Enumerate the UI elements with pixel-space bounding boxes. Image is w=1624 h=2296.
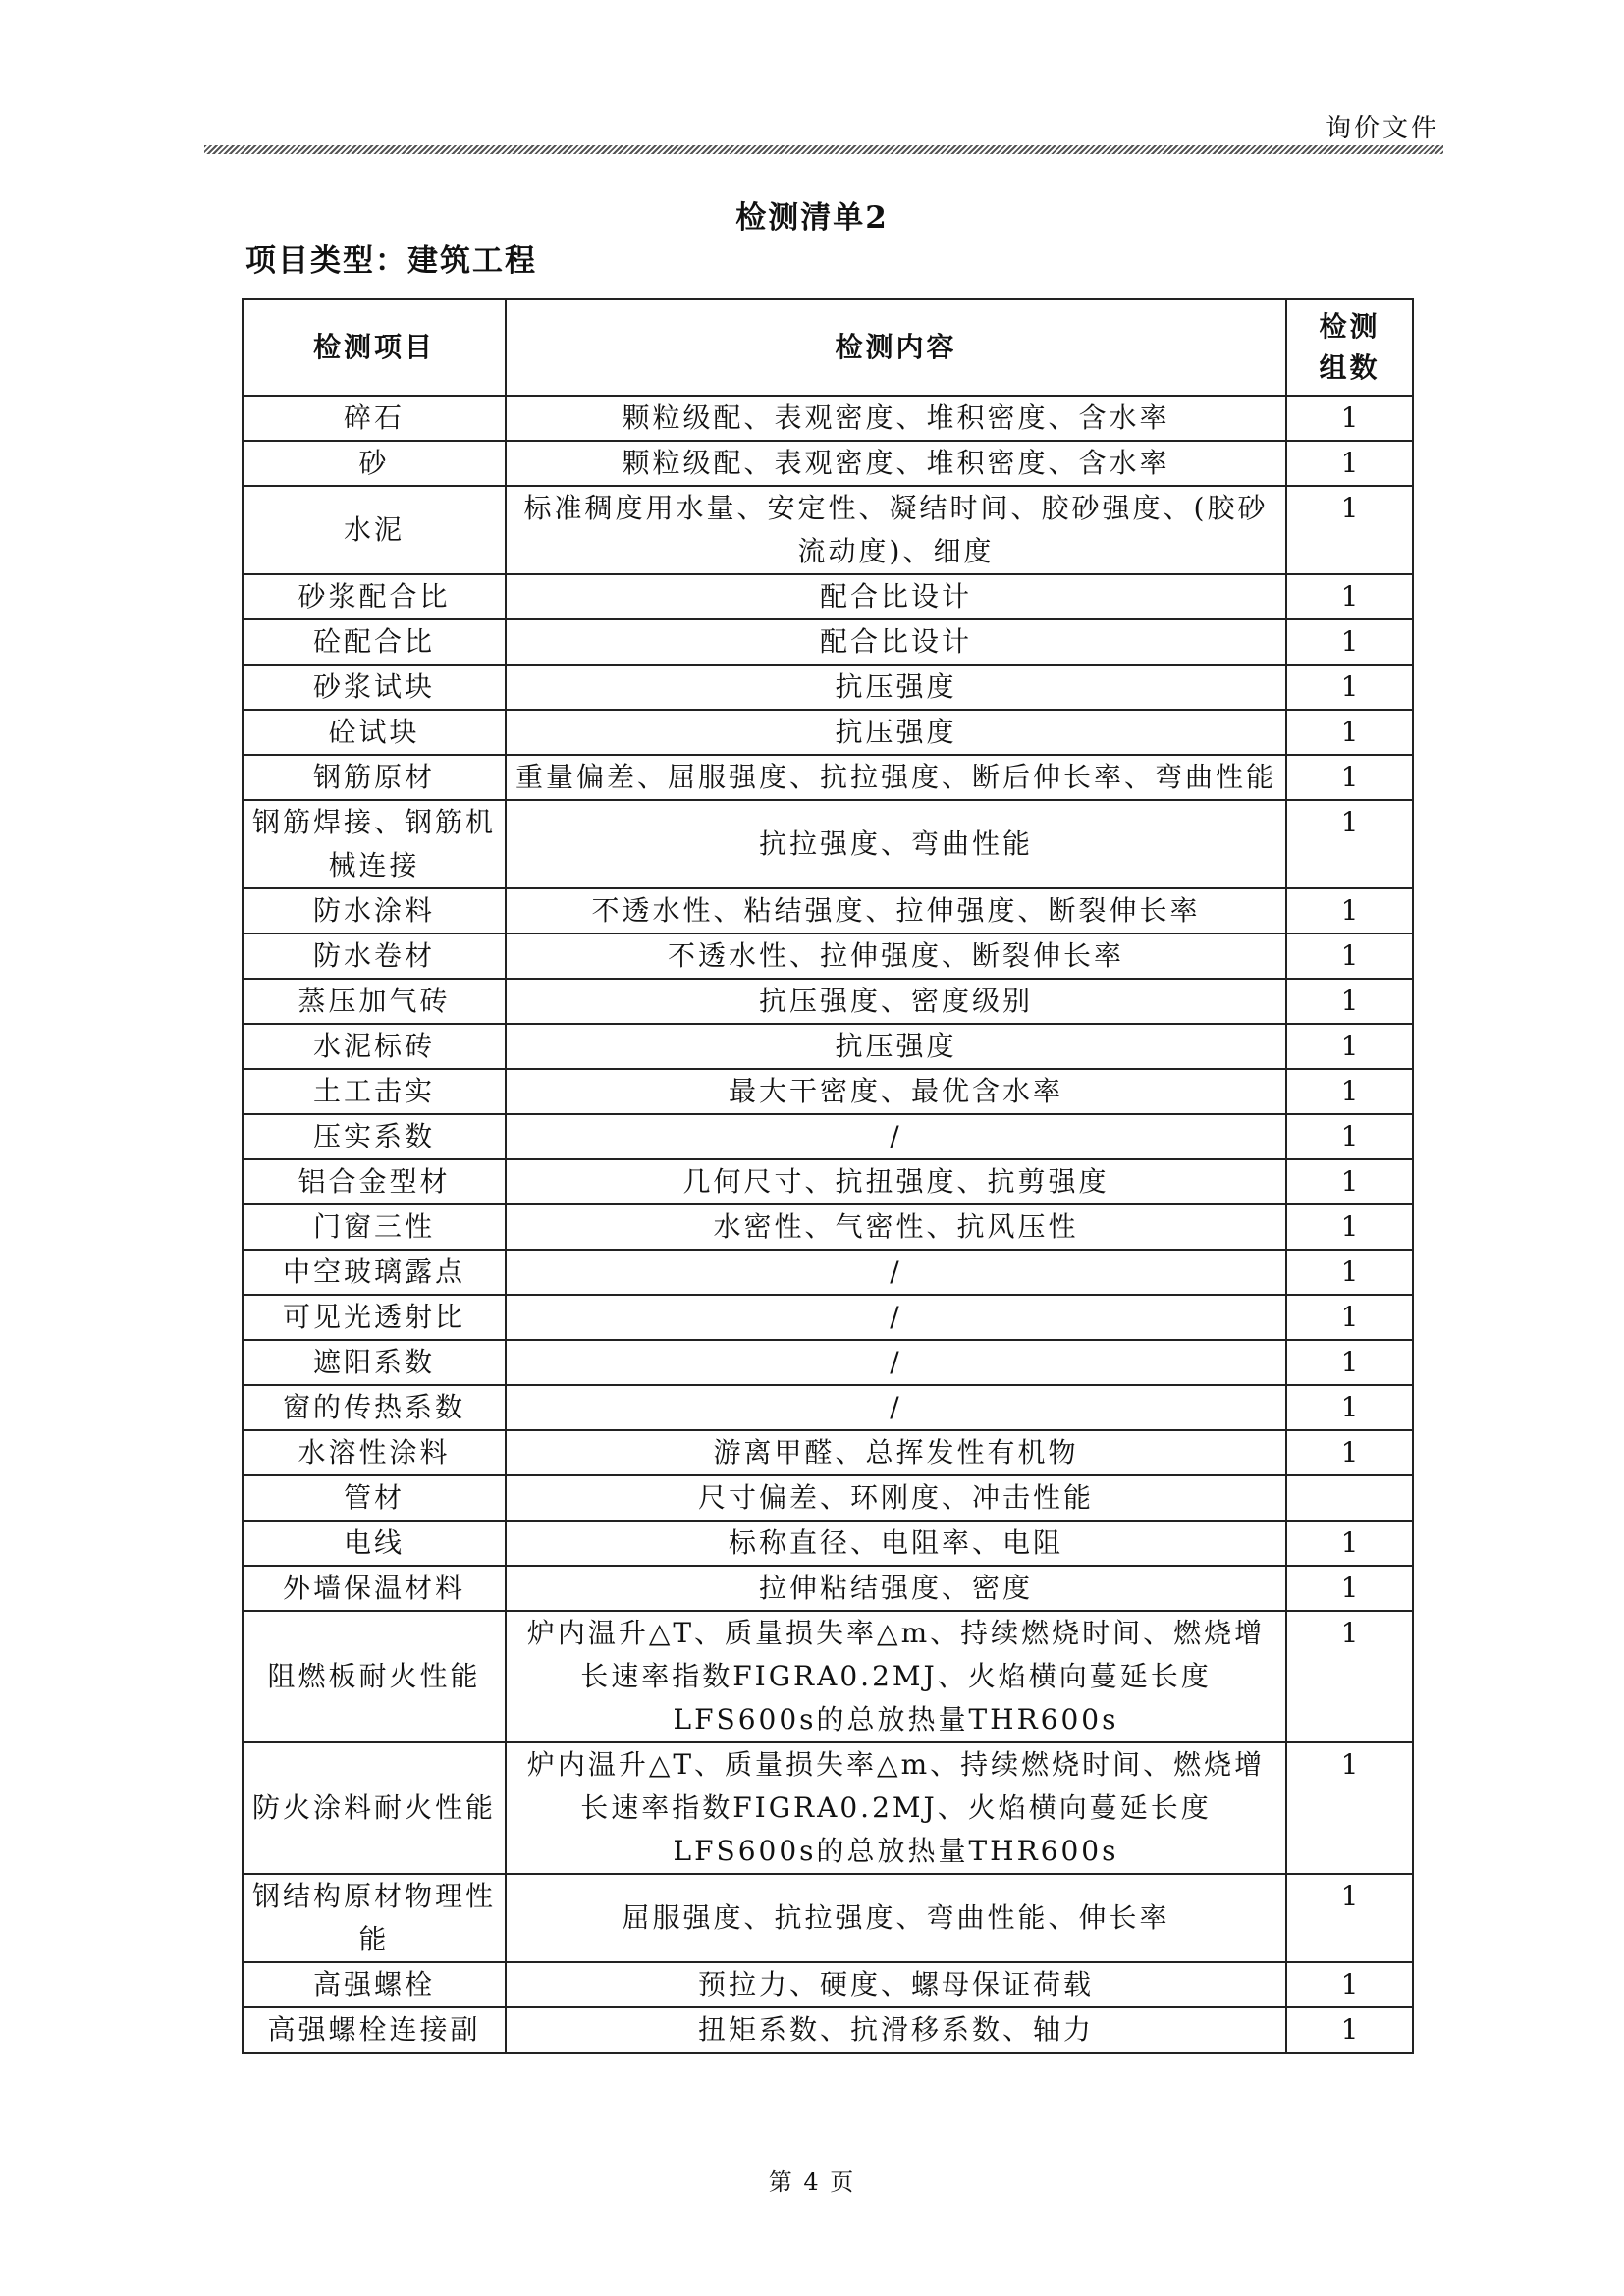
- cell-count: 1: [1286, 574, 1413, 619]
- cell-count: 1: [1286, 888, 1413, 934]
- cell-item: 土工击实: [243, 1069, 506, 1114]
- cell-content: 最大干密度、最优含水率: [506, 1069, 1286, 1114]
- project-type-label: 项目类型：建筑工程: [245, 243, 537, 279]
- table-row: [243, 1566, 1413, 1611]
- table-row: [243, 1475, 1413, 1521]
- cell-count: 1: [1286, 1742, 1413, 1874]
- table-row: [243, 1340, 1413, 1385]
- table-row: [243, 665, 1413, 710]
- document-header-label: 询价文件: [1325, 114, 1439, 143]
- cell-count: 1: [1286, 1962, 1413, 2007]
- cell-count: 1: [1286, 441, 1413, 486]
- cell-count: 1: [1286, 1114, 1413, 1159]
- table-row: [243, 800, 1413, 888]
- table-body: [243, 396, 1413, 2053]
- cell-count: 1: [1286, 1159, 1413, 1204]
- cell-item: 遮阳系数: [243, 1340, 506, 1385]
- cell-content: 不透水性、粘结强度、拉伸强度、断裂伸长率: [506, 888, 1286, 934]
- table-row: [243, 755, 1413, 800]
- cell-item: 水泥: [243, 486, 506, 574]
- cell-content: 游离甲醛、总挥发性有机物: [506, 1430, 1286, 1475]
- cell-item: 水溶性涂料: [243, 1430, 506, 1475]
- cell-content: 抗拉强度、弯曲性能: [506, 800, 1286, 888]
- cell-content: 炉内温升△T、质量损失率△m、持续燃烧时间、燃烧增长速率指数FIGRA0.2MJ、火焰横向蔓延长度LFS600s的总放热量THR600s: [506, 1742, 1286, 1874]
- table-row: [243, 979, 1413, 1024]
- cell-content: 抗压强度: [506, 665, 1286, 710]
- column-header-count: 检测组数: [1286, 299, 1413, 396]
- cell-content: 抗压强度: [506, 1024, 1286, 1069]
- cell-content: 预拉力、硬度、螺母保证荷载: [506, 1962, 1286, 2007]
- column-header-content: 检测内容: [506, 299, 1286, 396]
- column-header-item: 检测项目: [243, 299, 506, 396]
- cell-count: 1: [1286, 1521, 1413, 1566]
- table-row: [243, 1114, 1413, 1159]
- table-row: [243, 1250, 1413, 1295]
- cell-content: /: [506, 1114, 1286, 1159]
- cell-count: 1: [1286, 1069, 1413, 1114]
- page-number: 第 4 页: [768, 2168, 856, 2196]
- table-row: [243, 1024, 1413, 1069]
- table-row: [243, 1611, 1413, 1742]
- table-row: [243, 1874, 1413, 1962]
- cell-count: 1: [1286, 1024, 1413, 1069]
- cell-count: 1: [1286, 1204, 1413, 1250]
- cell-content: 扭矩系数、抗滑移系数、轴力: [506, 2007, 1286, 2053]
- table-header-row: [243, 299, 1413, 396]
- cell-content: 拉伸粘结强度、密度: [506, 1566, 1286, 1611]
- cell-item: 砂: [243, 441, 506, 486]
- table-row: [243, 1385, 1413, 1430]
- table-row: [243, 934, 1413, 979]
- cell-item: 防水涂料: [243, 888, 506, 934]
- cell-count: 1: [1286, 934, 1413, 979]
- table-row: [243, 619, 1413, 665]
- cell-content: 配合比设计: [506, 574, 1286, 619]
- cell-item: 钢筋原材: [243, 755, 506, 800]
- cell-count: 1: [1286, 619, 1413, 665]
- cell-content: /: [506, 1340, 1286, 1385]
- cell-content: /: [506, 1295, 1286, 1340]
- table-row: [243, 396, 1413, 441]
- table-row: [243, 1962, 1413, 2007]
- table-row: [243, 1521, 1413, 1566]
- cell-item: 管材: [243, 1475, 506, 1521]
- cell-content: 不透水性、拉伸强度、断裂伸长率: [506, 934, 1286, 979]
- cell-content: 尺寸偏差、环刚度、冲击性能: [506, 1475, 1286, 1521]
- cell-count: 1: [1286, 665, 1413, 710]
- table-row: [243, 888, 1413, 934]
- header-divider: [204, 145, 1443, 154]
- cell-item: 窗的传热系数: [243, 1385, 506, 1430]
- cell-count: [1286, 1475, 1413, 1521]
- cell-item: 中空玻璃露点: [243, 1250, 506, 1295]
- cell-item: 外墙保温材料: [243, 1566, 506, 1611]
- cell-content: 抗压强度、密度级别: [506, 979, 1286, 1024]
- table-row: [243, 441, 1413, 486]
- cell-content: 配合比设计: [506, 619, 1286, 665]
- cell-item: 砼试块: [243, 710, 506, 755]
- cell-content: 水密性、气密性、抗风压性: [506, 1204, 1286, 1250]
- cell-count: 1: [1286, 1430, 1413, 1475]
- cell-content: 几何尺寸、抗扭强度、抗剪强度: [506, 1159, 1286, 1204]
- cell-item: 砂浆配合比: [243, 574, 506, 619]
- table-row: [243, 710, 1413, 755]
- cell-item: 蒸压加气砖: [243, 979, 506, 1024]
- cell-item: 高强螺栓: [243, 1962, 506, 2007]
- table-row: [243, 1430, 1413, 1475]
- cell-item: 砼配合比: [243, 619, 506, 665]
- table-row: [243, 1159, 1413, 1204]
- cell-count: 1: [1286, 2007, 1413, 2053]
- cell-content: /: [506, 1250, 1286, 1295]
- cell-content: 颗粒级配、表观密度、堆积密度、含水率: [506, 396, 1286, 441]
- table-row: [243, 574, 1413, 619]
- cell-item: 碎石: [243, 396, 506, 441]
- cell-count: 1: [1286, 755, 1413, 800]
- cell-count: 1: [1286, 486, 1413, 574]
- cell-item: 钢结构原材物理性能: [243, 1874, 506, 1962]
- cell-item: 阻燃板耐火性能: [243, 1611, 506, 1742]
- cell-item: 高强螺栓连接副: [243, 2007, 506, 2053]
- cell-count: 1: [1286, 396, 1413, 441]
- table-row: [243, 1069, 1413, 1114]
- cell-item: 门窗三性: [243, 1204, 506, 1250]
- cell-count: 1: [1286, 1385, 1413, 1430]
- cell-count: 1: [1286, 1566, 1413, 1611]
- cell-count: 1: [1286, 1250, 1413, 1295]
- cell-count: 1: [1286, 710, 1413, 755]
- cell-item: 可见光透射比: [243, 1295, 506, 1340]
- table-row: [243, 2007, 1413, 2053]
- cell-content: 颗粒级配、表观密度、堆积密度、含水率: [506, 441, 1286, 486]
- table-row: [243, 1742, 1413, 1874]
- cell-count: 1: [1286, 1295, 1413, 1340]
- cell-item: 压实系数: [243, 1114, 506, 1159]
- cell-item: 砂浆试块: [243, 665, 506, 710]
- cell-item: 铝合金型材: [243, 1159, 506, 1204]
- cell-count: 1: [1286, 1340, 1413, 1385]
- cell-count: 1: [1286, 979, 1413, 1024]
- cell-content: 抗压强度: [506, 710, 1286, 755]
- cell-item: 防火涂料耐火性能: [243, 1742, 506, 1874]
- cell-item: 水泥标砖: [243, 1024, 506, 1069]
- table-row: [243, 486, 1413, 574]
- cell-item: 钢筋焊接、钢筋机械连接: [243, 800, 506, 888]
- cell-count: 1: [1286, 1874, 1413, 1962]
- cell-content: 屈服强度、抗拉强度、弯曲性能、伸长率: [506, 1874, 1286, 1962]
- cell-item: 电线: [243, 1521, 506, 1566]
- inspection-table: [242, 298, 1414, 2054]
- cell-content: 标称直径、电阻率、电阻: [506, 1521, 1286, 1566]
- table-row: [243, 1295, 1413, 1340]
- cell-count: 1: [1286, 1611, 1413, 1742]
- table-row: [243, 1204, 1413, 1250]
- cell-content: /: [506, 1385, 1286, 1430]
- cell-item: 防水卷材: [243, 934, 506, 979]
- cell-content: 炉内温升△T、质量损失率△m、持续燃烧时间、燃烧增长速率指数FIGRA0.2MJ、火焰横向蔓延长度LFS600s的总放热量THR600s: [506, 1611, 1286, 1742]
- cell-content: 重量偏差、屈服强度、抗拉强度、断后伸长率、弯曲性能: [506, 755, 1286, 800]
- cell-count: 1: [1286, 800, 1413, 888]
- document-title: 检测清单2: [735, 200, 889, 236]
- cell-content: 标准稠度用水量、安定性、凝结时间、胶砂强度、(胶砂流动度)、细度: [506, 486, 1286, 574]
